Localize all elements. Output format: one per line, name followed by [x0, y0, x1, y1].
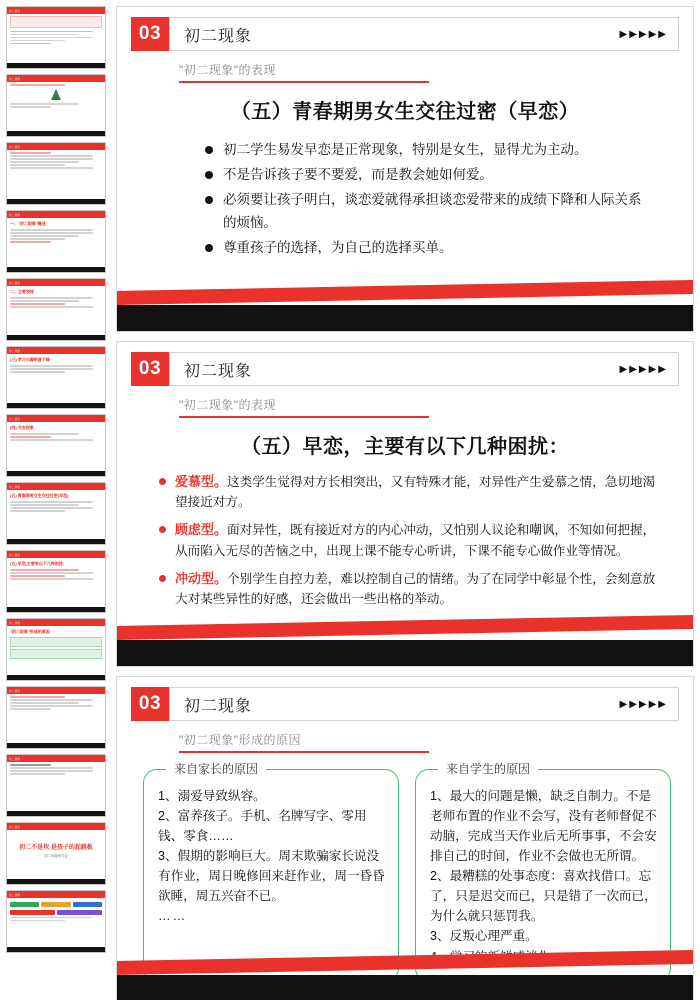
thumbnail-line [10, 767, 93, 769]
slide-header-title: 初二现象 [184, 697, 253, 715]
thumbnail-slide-1[interactable] [6, 6, 106, 69]
thumbnail-line [10, 303, 65, 305]
item-label: 冲动型。 [175, 571, 228, 587]
thumbnail-body [7, 14, 105, 46]
slide-subheading [179, 396, 429, 418]
thumbnail-line [10, 433, 79, 435]
item-text: 这类学生觉得对方长相突出，又有特殊才能，对异性产生爱慕之情，急切地渴望接近对方。 [175, 474, 656, 509]
slide-number-badge: 03 [131, 352, 169, 386]
thumbnail-footer [7, 811, 105, 816]
thumbnail-chip [10, 902, 39, 907]
panel-label: 来自家长的原因 [166, 760, 266, 777]
slide-header [131, 17, 679, 51]
thumbnail-line [10, 575, 65, 577]
thumbnail-block [10, 637, 102, 647]
slide-subheading-text: "初二现象"的表现 [179, 63, 277, 77]
thumbnail-line [10, 439, 93, 441]
thumbnail-title: "初二现象"形成的原因 [10, 629, 50, 634]
arrows-icon: ▶▶▶▶▶ [619, 28, 668, 40]
slide-header-title: 初二现象 [184, 362, 253, 380]
slide-header [131, 352, 679, 386]
thumbnail-footer [7, 403, 105, 408]
thumbnail-line [10, 578, 93, 580]
thumbnail-body [7, 354, 105, 375]
panel-line: 1、溺爱导致纵容。 [158, 788, 266, 803]
panel-line: 2、最糟糕的处事态度：喜欢找借口。忘了，只是迟交而已，只是错了一次而已，为什么就只惩罚我。 [430, 869, 657, 924]
thumbnail-slide-8[interactable] [6, 482, 106, 545]
thumbnail-line [10, 365, 93, 367]
thumbnail-line [10, 31, 93, 33]
thumbnail-body [7, 218, 105, 245]
thumbnail-line [10, 702, 79, 704]
thumbnail-line [10, 40, 65, 42]
thumbnail-line [10, 106, 51, 108]
slide-number-badge: 03 [131, 687, 169, 721]
thumbnail-header-bar: 初二现象 [7, 483, 105, 490]
thumbnail-title: 二、主要表现 [10, 289, 34, 294]
panel-line: 3、反叛心理严重。 [430, 929, 538, 944]
panel-line: 1、最大的问题是懒，缺乏自制力。不是老师布置的作业不会写，没有老师督促不动脑，完成当天作业后无所事事，不会安排自己的时间，作业不会做也无所谓。 [430, 788, 657, 863]
thumbnail-line [10, 229, 93, 231]
slide-subheading-text: "初二现象"的表现 [179, 398, 277, 412]
bullet-list [163, 138, 653, 260]
thumbnail-slide-13[interactable] [6, 822, 106, 885]
thumbnail-footer [7, 199, 105, 204]
thumbnail-chip-row [10, 902, 102, 907]
thumbnail-block [10, 16, 102, 28]
thumbnail-line [10, 37, 93, 39]
slide-number-badge: 03 [131, 17, 169, 51]
subheading-underline [179, 81, 429, 83]
thumbnail-title: (五) 早恋,主要有以下几种困扰: [10, 561, 65, 566]
thumbnail-title: (四) 交友现象 [10, 425, 34, 430]
thumbnail-line [10, 917, 93, 919]
thumbnail-body [7, 558, 105, 582]
thumbnail-footer [7, 539, 105, 544]
thumbnail-chip [57, 910, 102, 915]
slide-main-title: （五）早恋，主要有以下几种困扰： [241, 433, 569, 458]
thumbnail-line [10, 300, 79, 302]
thumbnail-body [7, 626, 105, 661]
thumbnail-footer [7, 471, 105, 476]
thumbnail-chip [10, 910, 55, 915]
panel-label: 来自学生的原因 [438, 760, 538, 777]
item-text: 个别学生自控力差，难以控制自己的情绪。为了在同学中彰显个性，会刻意放大对某些异性的好感，还会做出一些出格的举动。 [175, 572, 656, 607]
thumbnail-header-bar: 初二现象 [7, 279, 105, 286]
tree-icon [51, 89, 61, 100]
thumbnail-cover-subtitle: 初二年级家长会 [44, 854, 68, 858]
thumbnail-line [10, 34, 79, 36]
thumbnail-line [10, 569, 79, 571]
panel-parents [143, 761, 399, 982]
thumbnail-line [10, 368, 93, 370]
thumbnail-slide-9[interactable] [6, 550, 106, 613]
list-item: 必须要让孩子明白，谈恋爱就得承担谈恋爱带来的成绩下降和人际关系的烦恼。 [203, 188, 653, 234]
slide-footer-band [117, 975, 693, 1000]
slide-subheading-text: "初二现象"形成的原因 [179, 733, 302, 747]
thumbnail-line [10, 572, 93, 574]
thumbnail-line [10, 167, 93, 169]
slide-header-bar [169, 687, 679, 721]
thumbnail-rail[interactable] [0, 0, 112, 1000]
thumbnail-footer [7, 675, 105, 680]
thumbnail-header-bar: 初二现象 [7, 7, 105, 14]
thumbnail-slide-7[interactable] [6, 414, 106, 477]
thumbnail-chip [41, 902, 70, 907]
thumbnail-body [7, 762, 105, 777]
slide-main-title: （五）青春期男女生交往过密（早恋） [230, 98, 580, 123]
thumbnail-footer [7, 267, 105, 272]
panel-line: 3、假期的影响巨大。周末欺骗家长说没有作业，周日晚修回来赶作业，周一昏昏欲睡，周五兴奋不已。 [158, 848, 385, 904]
list-item: 尊重孩子的选择，为自己的选择买单。 [203, 236, 653, 259]
slide-red-accent [117, 615, 693, 640]
thumbnail-line [10, 43, 51, 45]
thumbnail-line [10, 155, 93, 157]
thumbnail-line [10, 371, 65, 373]
list-item: 初二学生易发早恋是正常现象，特别是女生，显得尤为主动。 [203, 138, 653, 161]
thumbnail-line [10, 84, 65, 86]
thumbnail-line [10, 103, 79, 105]
cause-panels [143, 761, 671, 982]
slide-header-title: 初二现象 [184, 27, 253, 45]
thumbnail-slide-10[interactable] [6, 618, 106, 681]
thumbnail-slide-3[interactable] [6, 142, 106, 205]
thumbnail-slide-5[interactable] [6, 278, 106, 341]
item-label: 顾虑型。 [175, 522, 228, 538]
thumbnail-line [10, 705, 93, 707]
thumbnail-line [10, 436, 51, 438]
thumbnail-header-bar: 初二现象 [7, 619, 105, 626]
thumbnail-body [7, 286, 105, 310]
arrows-icon: ▶▶▶▶▶ [619, 363, 668, 375]
thumbnail-chip [73, 902, 102, 907]
thumbnail-line [10, 232, 93, 234]
slide-footer-band [117, 640, 693, 666]
thumbnail-header-bar: 初二现象 [7, 823, 105, 830]
thumbnail-line [10, 708, 51, 710]
slide-header-bar [169, 352, 679, 386]
thumbnail-line [10, 764, 51, 766]
list-item: 不是告诉孩子要不要爱，而是教会她如何爱。 [203, 163, 653, 186]
thumbnail-footer [7, 131, 105, 136]
thumbnail-line [10, 504, 79, 506]
slide-header-bar [169, 17, 679, 51]
thumbnail-block [10, 649, 102, 659]
thumbnail-title: (五) 青春期男女生交往过密(早恋) [10, 493, 69, 498]
thumbnail-footer [7, 947, 105, 952]
typed-list [157, 471, 659, 610]
thumbnail-body [7, 422, 105, 443]
thumbnail-line [10, 161, 79, 163]
panel-line: …… [158, 909, 188, 924]
thumbnail-line [10, 152, 51, 154]
thumbnail-header-bar: 初二现象 [7, 755, 105, 762]
thumbnail-body [7, 898, 105, 923]
thumbnail-footer [7, 879, 105, 884]
thumbnail-line [10, 241, 51, 243]
panel-students [415, 761, 671, 982]
thumbnail-slide-4[interactable] [6, 210, 106, 273]
slide-causes[interactable] [116, 676, 694, 1000]
thumbnail-chip-row [10, 910, 102, 915]
thumbnail-line [10, 696, 65, 698]
panel-line: 2、富养孩子。手机、名牌写字、零用钱、零食…… [158, 808, 367, 843]
slide-header [131, 687, 679, 721]
list-item [157, 471, 659, 513]
thumbnail-line [10, 158, 93, 160]
slide-subheading [179, 731, 429, 753]
thumbnail-line [10, 770, 93, 772]
subheading-underline [179, 416, 429, 418]
thumbnail-header-bar: 初二现象 [7, 551, 105, 558]
thumbnail-line [10, 773, 65, 775]
thumbnail-slide-6[interactable] [6, 346, 106, 409]
subheading-underline [179, 751, 429, 753]
thumbnail-footer [7, 743, 105, 748]
thumbnail-footer [7, 335, 105, 340]
arrows-icon: ▶▶▶▶▶ [619, 698, 668, 710]
thumbnail-slide-11[interactable] [6, 686, 106, 749]
slide-red-accent [117, 280, 693, 305]
thumbnail-slide-14[interactable] [6, 890, 106, 953]
list-item [157, 568, 659, 610]
thumbnail-footer [7, 607, 105, 612]
thumbnail-line [10, 235, 79, 237]
slide-early-love-intro[interactable] [116, 6, 694, 332]
thumbnail-body [7, 694, 105, 712]
thumbnail-header-bar: 初二现象 [7, 347, 105, 354]
list-item [157, 519, 659, 561]
thumbnail-title: (三) 学习兴趣明显下降 [10, 357, 50, 362]
item-text: 面对异性，既有接近对方的内心冲动，又怕别人议论和嘲讽，不知如何把握，从而陷入无尽的苦恼之中，出现上课不能专心听讲，下课不能专心做作业等情况。 [175, 523, 656, 558]
thumbnail-line [10, 507, 93, 509]
slide-footer-band [117, 305, 693, 331]
slide-subheading [179, 61, 429, 83]
thumbnail-header-bar: 初二现象 [7, 687, 105, 694]
item-label: 爱慕型。 [175, 473, 228, 489]
thumbnail-line [10, 164, 65, 166]
thumbnail-footer [7, 63, 105, 68]
thumbnail-header-bar: 初二现象 [7, 75, 105, 82]
thumbnail-body [7, 150, 105, 171]
thumbnail-body [7, 82, 105, 110]
thumbnail-line [10, 297, 93, 299]
thumbnail-line [10, 501, 93, 503]
thumbnail-line [10, 306, 93, 308]
thumbnail-slide-12[interactable] [6, 754, 106, 817]
thumbnail-header-bar: 初二现象 [7, 143, 105, 150]
thumbnail-line [10, 920, 65, 922]
slide-early-love-types[interactable] [116, 341, 694, 667]
slide-column [112, 0, 700, 1000]
thumbnail-cover-title: 初二不是坎 是孩子的起跳板 [19, 845, 93, 851]
thumbnail-header-bar: 初二现象 [7, 415, 105, 422]
thumbnail-body [7, 490, 105, 514]
thumbnail-line [10, 699, 93, 701]
thumbnail-header-bar: 初二现象 [7, 211, 105, 218]
thumbnail-title: 一、"初二现象"概述 [10, 221, 46, 226]
thumbnail-line [10, 238, 65, 240]
thumbnail-header-bar: 初二现象 [7, 891, 105, 898]
thumbnail-slide-2[interactable] [6, 74, 106, 137]
thumbnail-line [10, 510, 65, 512]
